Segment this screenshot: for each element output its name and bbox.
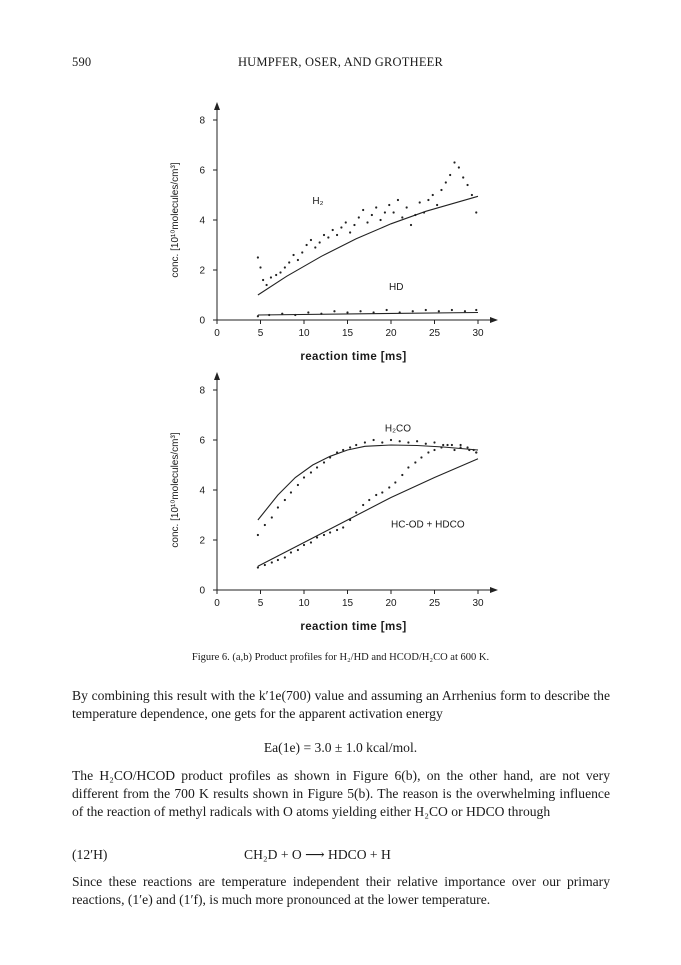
data-point — [297, 549, 299, 551]
data-point — [349, 231, 351, 233]
equation-activation-energy: Ea(1e) = 3.0 ± 1.0 kcal/mol. — [263, 740, 418, 755]
data-point — [336, 529, 338, 531]
data-point — [406, 206, 408, 208]
data-point — [264, 524, 266, 526]
series-label: H₂ — [312, 195, 324, 207]
y-axis-arrow — [214, 372, 220, 380]
data-point — [381, 441, 383, 443]
figure-6b-chart — [0, 370, 681, 645]
data-point — [410, 224, 412, 226]
x-tick-label: 10 — [298, 328, 310, 339]
data-point — [345, 221, 347, 223]
data-point — [284, 556, 286, 558]
y-tick-label: 0 — [199, 585, 205, 597]
data-point — [316, 536, 318, 538]
data-point — [268, 314, 270, 316]
data-point — [284, 266, 286, 268]
data-point — [257, 534, 259, 536]
figure-6a-chart — [0, 100, 681, 375]
data-point — [310, 541, 312, 543]
series-label: HC-OD + HDCO — [391, 519, 465, 531]
data-point — [342, 526, 344, 528]
data-point — [259, 266, 261, 268]
data-point — [349, 519, 351, 521]
x-tick-label: 25 — [428, 598, 441, 609]
data-point — [346, 311, 348, 313]
data-point — [442, 444, 444, 446]
data-point — [399, 311, 401, 313]
data-point — [414, 214, 416, 216]
data-point — [279, 271, 281, 273]
data-point — [257, 256, 259, 258]
data-point — [427, 451, 429, 453]
data-point — [314, 246, 316, 248]
fit-line — [258, 196, 478, 295]
data-point — [290, 551, 292, 553]
data-point — [310, 471, 312, 473]
data-point — [373, 439, 375, 441]
data-point — [451, 444, 453, 446]
paragraph-1: By combining this result with the k′1e(700) value and assuming an Arrhenius form to describe the temperature dependence, one gets for the apparent activation energy — [72, 688, 610, 721]
data-point — [433, 441, 435, 443]
x-axis-arrow — [490, 587, 498, 593]
equation-reaction: CH₂D + O ⟶ HDCO + H — [244, 847, 391, 862]
y-tick-label: 2 — [199, 265, 205, 277]
data-point — [336, 451, 338, 453]
data-point — [306, 244, 308, 246]
data-point — [393, 211, 395, 213]
data-point — [462, 176, 464, 178]
data-point — [373, 311, 375, 313]
y-tick-label: 4 — [199, 485, 205, 497]
data-point — [451, 309, 453, 311]
data-point — [284, 499, 286, 501]
data-point — [432, 194, 434, 196]
x-tick-label: 15 — [341, 598, 354, 609]
data-point — [353, 224, 355, 226]
y-tick-label: 6 — [199, 165, 205, 177]
data-point — [265, 284, 267, 286]
data-point — [433, 449, 435, 451]
data-point — [257, 315, 259, 317]
y-tick-label: 8 — [199, 385, 205, 397]
data-point — [362, 209, 364, 211]
data-point — [440, 446, 442, 448]
data-point — [310, 239, 312, 241]
data-point — [386, 309, 388, 311]
x-tick-label: 10 — [298, 598, 310, 609]
data-point — [401, 474, 403, 476]
y-tick-label: 4 — [199, 215, 205, 227]
series-label: H₂CO — [384, 423, 412, 435]
x-tick-label: 30 — [472, 328, 484, 339]
data-point — [419, 201, 421, 203]
data-point — [303, 476, 305, 478]
data-point — [257, 566, 259, 568]
data-point — [438, 310, 440, 312]
data-point — [362, 504, 364, 506]
series-1 — [257, 444, 478, 569]
data-point — [464, 310, 466, 312]
data-point — [475, 309, 477, 311]
data-point — [453, 449, 455, 451]
data-point — [397, 199, 399, 201]
data-point — [390, 439, 392, 441]
data-point — [416, 440, 418, 442]
data-point — [412, 310, 414, 312]
data-point — [294, 314, 296, 316]
data-point — [446, 444, 448, 446]
data-point — [281, 313, 283, 315]
data-point — [288, 261, 290, 263]
data-point — [270, 276, 272, 278]
data-point — [297, 259, 299, 261]
data-point — [425, 309, 427, 311]
series-0 — [257, 161, 478, 295]
x-tick-label: 25 — [428, 328, 441, 339]
data-point — [323, 234, 325, 236]
data-point — [349, 446, 351, 448]
paragraph-3: Since these reactions are temperature independent their relative importance over our primary reactions, (1′e) and (1′f), is much more pronounced at the lower temperature. — [72, 874, 610, 907]
data-point — [301, 251, 303, 253]
y-axis-label: conc. [10¹⁰molecules/cm³] — [170, 162, 181, 278]
x-tick-label: 20 — [385, 598, 397, 609]
data-point — [364, 441, 366, 443]
data-point — [460, 446, 462, 448]
data-point — [473, 449, 475, 451]
data-point — [355, 444, 357, 446]
x-axis-label: reaction time [ms] — [300, 351, 407, 363]
data-point — [264, 564, 266, 566]
data-point — [323, 534, 325, 536]
data-point — [323, 461, 325, 463]
data-point — [427, 199, 429, 201]
data-point — [381, 491, 383, 493]
data-point — [262, 279, 264, 281]
data-point — [394, 481, 396, 483]
y-axis-label: conc. [10¹⁰molecules/cm³] — [170, 432, 181, 548]
fit-line — [258, 459, 478, 567]
series-label: HD — [388, 282, 404, 293]
data-point — [445, 181, 447, 183]
data-point — [333, 310, 335, 312]
data-point — [471, 194, 473, 196]
data-point — [275, 274, 277, 276]
data-point — [449, 174, 451, 176]
x-tick-label: 0 — [214, 328, 220, 339]
data-point — [468, 449, 470, 451]
data-point — [329, 531, 331, 533]
data-point — [458, 166, 460, 168]
y-tick-label: 0 — [199, 315, 205, 327]
data-point — [407, 466, 409, 468]
data-point — [384, 211, 386, 213]
x-axis-label: reaction time [ms] — [300, 621, 407, 633]
figure-caption: Figure 6. (a,b) Product profiles for H₂/HD and HCOD/H₂CO at 600 K. — [191, 652, 490, 663]
data-point — [401, 216, 403, 218]
paragraph-2: The H₂CO/HCOD product profiles as shown in Figure 6(b), on the other hand, are not very different from the 700 K results shown in Figure 5(b). The reason is the overwhelming influence of the reaction of methyl radicals with O atoms yielding either H₂CO or HDCO through — [72, 768, 610, 819]
y-tick-label: 8 — [199, 115, 205, 127]
data-point — [414, 461, 416, 463]
running-head: HUMPFER, OSER, AND GROTHEER — [237, 55, 444, 69]
data-point — [366, 221, 368, 223]
data-point — [336, 234, 338, 236]
fit-line — [258, 313, 478, 316]
x-tick-label: 20 — [385, 328, 397, 339]
data-point — [358, 216, 360, 218]
data-point — [271, 516, 273, 518]
data-point — [399, 440, 401, 442]
x-tick-label: 5 — [257, 598, 264, 609]
data-point — [359, 310, 361, 312]
data-point — [407, 441, 409, 443]
y-axis-arrow — [214, 102, 220, 110]
y-tick-label: 2 — [199, 535, 205, 547]
data-point — [460, 444, 462, 446]
data-point — [466, 446, 468, 448]
fit-line — [258, 445, 478, 520]
data-point — [423, 211, 425, 213]
data-point — [307, 311, 309, 313]
data-point — [277, 506, 279, 508]
x-tick-label: 15 — [341, 328, 354, 339]
data-point — [355, 511, 357, 513]
x-tick-label: 30 — [472, 598, 484, 609]
data-point — [342, 449, 344, 451]
data-point — [425, 443, 427, 445]
data-point — [375, 494, 377, 496]
data-point — [320, 313, 322, 315]
x-axis-arrow — [490, 317, 498, 323]
data-point — [466, 184, 468, 186]
data-point — [368, 499, 370, 501]
data-point — [375, 206, 377, 208]
page-number: 590 — [72, 55, 92, 69]
data-point — [329, 456, 331, 458]
data-point — [475, 211, 477, 213]
data-point — [436, 204, 438, 206]
data-point — [332, 229, 334, 231]
x-tick-label: 5 — [257, 328, 264, 339]
data-point — [327, 236, 329, 238]
data-point — [292, 254, 294, 256]
data-point — [271, 561, 273, 563]
series-1 — [257, 282, 478, 317]
data-point — [453, 161, 455, 163]
data-point — [290, 491, 292, 493]
data-point — [440, 189, 442, 191]
data-point — [277, 559, 279, 561]
data-point — [303, 544, 305, 546]
data-point — [388, 204, 390, 206]
data-point — [297, 484, 299, 486]
data-point — [379, 219, 381, 221]
data-point — [388, 486, 390, 488]
equation-label-12H: (12′H) — [72, 847, 108, 862]
x-tick-label: 0 — [214, 598, 220, 609]
data-point — [340, 226, 342, 228]
data-point — [316, 466, 318, 468]
data-point — [475, 451, 477, 453]
data-point — [420, 456, 422, 458]
data-point — [371, 214, 373, 216]
data-point — [319, 241, 321, 243]
y-tick-label: 6 — [199, 435, 205, 447]
